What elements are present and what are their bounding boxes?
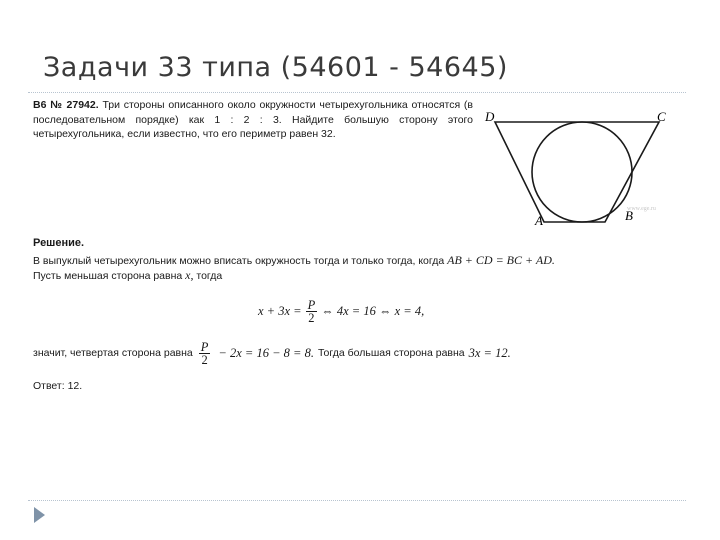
- slide-title: Задачи 33 типа (54601 - 54645): [43, 52, 508, 83]
- footer-divider: [28, 500, 686, 501]
- solution-line-1-formula: AB + CD = BC + AD.: [447, 253, 555, 267]
- solution-line-2-tail: тогда: [196, 270, 223, 282]
- solution-line-2-var: x,: [185, 268, 194, 282]
- equation-2-formula: − 2x = 16 − 8 = 8.: [218, 345, 314, 360]
- equation-1-left: x + 3x =: [258, 303, 302, 318]
- trapezoid-figure: [481, 104, 671, 232]
- solution-line-1: [33, 253, 555, 268]
- equation-2: [33, 336, 515, 370]
- equation-2-numerator: P: [200, 339, 209, 354]
- solution-heading: Решение.: [33, 237, 85, 249]
- equation-2-fraction: [199, 341, 211, 366]
- vertex-label-c: C: [657, 109, 666, 124]
- problem-label: B6 № 27942.: [33, 99, 99, 111]
- answer-line: [33, 380, 82, 392]
- trapezoid-diagram: [481, 104, 671, 232]
- equation-2-prefix: значит, четвертая сторона равна: [33, 347, 193, 359]
- solution-line-2: [33, 268, 222, 283]
- vertex-label-b: B: [625, 208, 633, 223]
- problem-statement: [33, 98, 473, 142]
- vertex-label-a: A: [535, 213, 543, 228]
- answer-value: 12.: [67, 380, 83, 392]
- solution-line-2-text: Пусть меньшая сторона равна: [33, 270, 183, 282]
- inscribed-circle: [532, 122, 632, 222]
- equation-2-result: 3x = 12.: [468, 345, 511, 360]
- solution-line-1-text: В выпуклый четырехугольник можно вписать окружность тогда и только тогда, когда: [33, 255, 445, 267]
- equation-1-right: ⇔ 4x = 16 ⇔ x = 4,: [321, 303, 425, 318]
- equation-1: [258, 294, 424, 328]
- equation-1-denominator: 2: [308, 310, 315, 325]
- bullet-arrow-icon: [32, 506, 46, 524]
- watermark-text: www.ege.ru: [627, 206, 656, 212]
- problem-text: Три стороны описанного около окружности четырехугольника относятся (в последовательном порядке) как 1 : 2 : 3. Найдите большую сторону этого четырехугольника, если известно, что его периметр равен 32.: [33, 99, 474, 140]
- equation-1-numerator: P: [307, 297, 316, 312]
- equation-2-denominator: 2: [201, 352, 208, 367]
- vertex-label-d: D: [485, 109, 495, 124]
- answer-label: Ответ:: [33, 380, 65, 392]
- equation-1-fraction: [306, 299, 318, 324]
- equation-2-mid: Тогда большая сторона равна: [317, 347, 465, 359]
- title-divider: [28, 92, 686, 93]
